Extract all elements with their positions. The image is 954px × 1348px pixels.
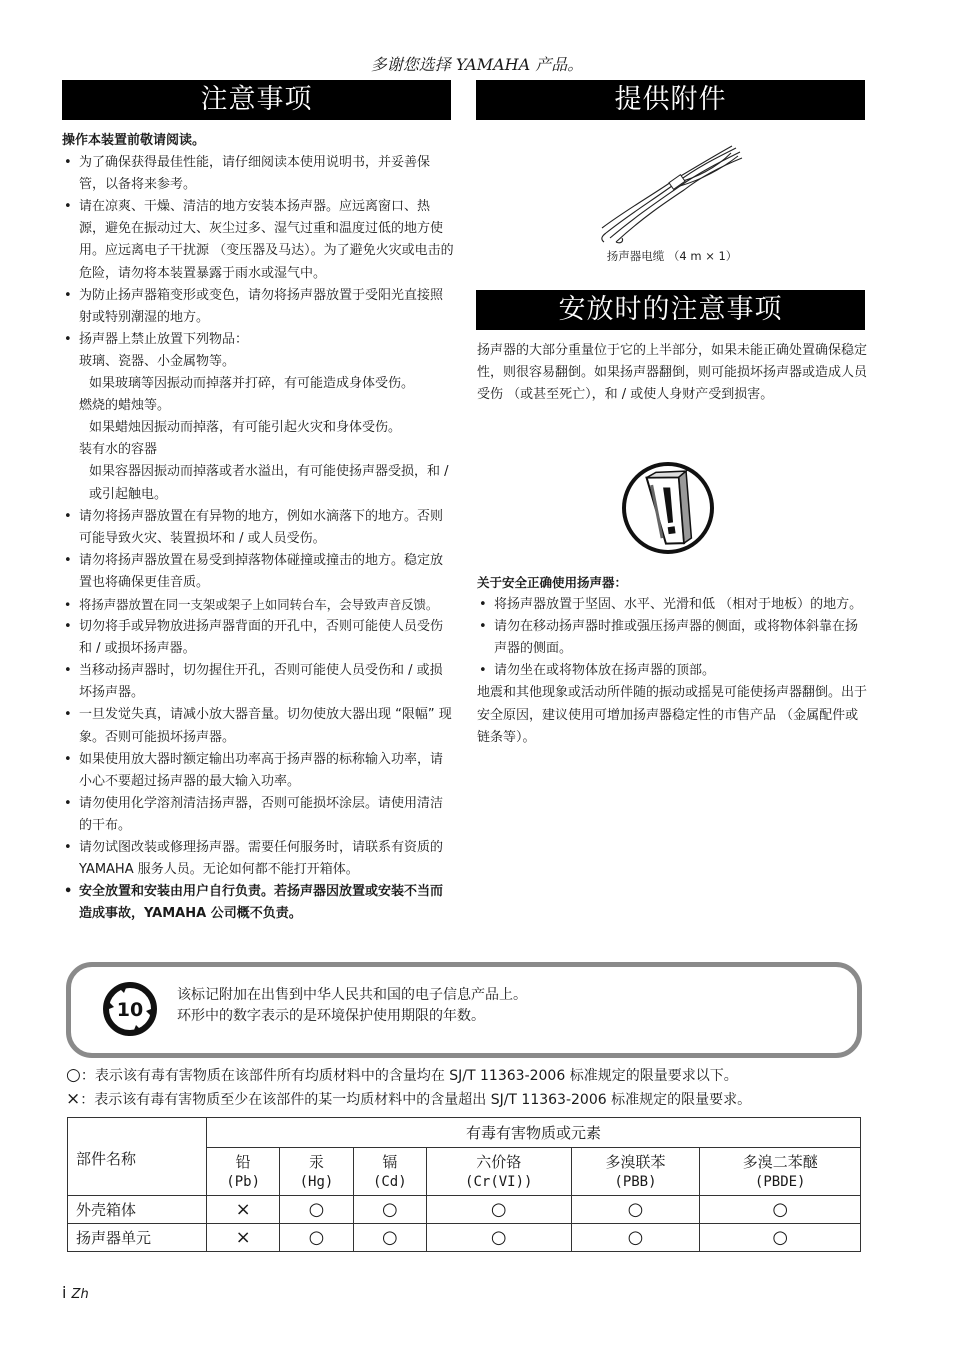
legend-circle-text: ：表示该有毒有害物质在该部件所有均质材料中的含量均在 SJ/T 11363-2006 标准规定的限量要求以下。 [80, 1068, 738, 1084]
substance-value-cell: ○ [571, 1196, 700, 1224]
placement-para1: 扬声器的大部分重量位于它的上半部分，如果未能正确处置确保稳定性，则很容易翻倒。如果扬声器翻倒，则可能损坏扬声器或造成人员受伤 （或甚至死亡），和 / 或使人身财产受到损害。 [477, 343, 868, 403]
substance-value-cell: ○ [700, 1224, 861, 1252]
hazardous-substances-table [67, 1117, 861, 1252]
substance-value-cell: ○ [426, 1224, 571, 1252]
substance-column-header [700, 1148, 861, 1196]
prohibited-item: 玻璃、瓷器、小金属物等。 [79, 353, 236, 369]
language-code: Zh [71, 1287, 89, 1302]
prohibited-item-note: 如果蜡烛因振动而掉落，有可能引起火灾和身体受伤。 [89, 420, 402, 436]
part-name-header: 部件名称 [68, 1118, 207, 1196]
list-item: • 为防止扬声器箱变形或变色，请勿将扬声器放置于受阳光直接照射或特别潮湿的地方。 [62, 285, 454, 329]
substance-value-cell: ○ [353, 1224, 426, 1252]
precautions-list [62, 152, 454, 925]
substance-column-header [426, 1148, 571, 1196]
substance-name: 汞 [308, 1152, 324, 1171]
table-row [68, 1224, 861, 1252]
list-item: • 为了确保获得最佳性能，请仔细阅读本使用说明书，并妥善保管，以备将来参考。 [62, 152, 454, 196]
page-footer [62, 1283, 89, 1302]
precautions-intro: 操作本装置前敬请阅读。 [62, 133, 206, 148]
table-body [68, 1196, 861, 1252]
substance-value-cell: ○ [700, 1196, 861, 1224]
substance-name: 铅 [235, 1152, 251, 1171]
precautions-section [62, 130, 454, 925]
list-item: • 将扬声器放置于坚固、水平、光滑和低 （相对于地板）的地方。 [477, 594, 867, 616]
legend-cross-text: ：表示该有毒有害物质至少在该部件的某一均质材料中的含量超出 SJ/T 11363-2006 标准规定的限量要求。 [80, 1092, 752, 1108]
prohibited-item: 装有水的容器 [79, 442, 158, 458]
substance-column-header [207, 1148, 280, 1196]
substances-group-header: 有毒有害物质或元素 [207, 1118, 861, 1148]
substance-name: 六价铬 [476, 1152, 522, 1171]
substance-value-cell: ○ [280, 1196, 353, 1224]
prohibited-items-head: • 扬声器上禁止放置下列物品： [79, 331, 249, 347]
substance-value-cell: ○ [426, 1196, 571, 1224]
substance-name: 多溴联苯 [605, 1152, 666, 1171]
substance-value-cell: ○ [280, 1224, 353, 1252]
table-row [68, 1196, 861, 1224]
prohibited-item-note: 如果玻璃等因振动而掉落并打碎，有可能造成身体受伤。 [89, 376, 415, 392]
part-name-cell: 扬声器单元 [68, 1224, 207, 1252]
legend-circle [66, 1064, 738, 1087]
list-item: • 请勿使用化学溶剂清洁扬声器，否则可能损坏涂层。请使用清洁的干布。 [62, 793, 454, 837]
rohs-line1: 该标记附加在出售到中华人民共和国的电子信息产品上。 [177, 987, 527, 1003]
list-item: • 请在凉爽、干燥、清洁的地方安装本扬声器。应远离窗口、热源，避免在振动过大、灰尘过多、湿气过重和温度过低的地方使用。应远离电子干扰源 （变压器及马达）。为了避免火灾或电击的危险，请勿将本装置暴露于雨水或湿气中。 [62, 196, 454, 284]
substance-symbol: (PBDE) [754, 1173, 806, 1190]
placement-title: 安放时的注意事项 [476, 290, 865, 330]
prohibited-item: 燃烧的蜡烛等。 [79, 398, 171, 414]
rohs-line2: 环形中的数字表示的是环境保护使用期限的年数。 [177, 1008, 485, 1024]
substance-value-cell: × [207, 1196, 280, 1224]
safety-list [477, 594, 867, 682]
part-name-cell: 外壳箱体 [68, 1196, 207, 1224]
list-item: • 如果使用放大器时额定输出功率高于扬声器的标称输入功率，请小心不要超过扬声器的最大输入功率。 [62, 749, 454, 793]
substance-name: 镉 [382, 1152, 398, 1171]
environmental-protection-logo [102, 981, 158, 1037]
accessories-title: 提供附件 [476, 80, 865, 120]
list-item [62, 329, 454, 506]
substance-column-header [571, 1148, 700, 1196]
substance-symbol: (PBB) [614, 1173, 657, 1190]
precautions-title: 注意事项 [62, 80, 451, 120]
safety-heading: 关于安全正确使用扬声器： [477, 575, 628, 590]
substance-value-cell: × [207, 1224, 280, 1252]
page-number: i [62, 1283, 67, 1302]
substance-symbol: (Pb) [226, 1173, 261, 1190]
prohibited-item-note: 如果容器因振动而掉落或者水溢出，有可能使扬声器受损，和 / 或引起触电。 [89, 464, 449, 502]
substance-name: 多溴二苯醚 [742, 1152, 818, 1171]
legend-cross [66, 1088, 751, 1111]
list-item: • 请勿坐在或将物体放在扬声器的顶部。 [477, 660, 867, 682]
substance-symbol: (Cd) [372, 1173, 407, 1190]
list-item: • 请勿试图改装或修理扬声器。需要任何服务时，请联系有资质的 YAMAHA 服务人员。无论如何都不能打开箱体。 [62, 837, 454, 881]
substance-value-cell: ○ [571, 1224, 700, 1252]
list-item: • 请勿在移动扬声器时推或强压扬声器的侧面，或将物体斜靠在扬声器的侧面。 [477, 616, 867, 660]
tip-over-warning-icon [621, 461, 715, 555]
cable-caption: 扬声器电缆 （4 m × 1） [606, 249, 738, 263]
placement-para2: 地震和其他现象或活动所伴随的振动或摇晃可能使扬声器翻倒。出于安全原因，建议使用可增加扬声器稳定性的市售产品 （金属配件或链条等）。 [477, 685, 868, 745]
speaker-cable-illustration [596, 138, 746, 248]
substance-symbol: (Cr(VI)) [465, 1173, 533, 1190]
list-item: • 将扬声器放置在同一支架或架子上如同转台车，会导致声音反馈。 [62, 594, 454, 616]
substance-value-cell: ○ [353, 1196, 426, 1224]
substance-column-header [280, 1148, 353, 1196]
cross-symbol: × [66, 1089, 81, 1109]
list-item: • 一旦发觉失真，请减小放大器音量。切勿使放大器出现 “限幅” 现象。否则可能损坏扬声器。 [62, 704, 454, 748]
safety-section [477, 572, 867, 749]
tagline: 多谢您选择 YAMAHA 产品。 [370, 55, 584, 74]
list-item: • 请勿将扬声器放置在有异物的地方，例如水滴落下的地方。否则可能导致火灾、装置损坏和 / 或人员受伤。 [62, 506, 454, 550]
list-item: • 当移动扬声器时，切勿握住开孔，否则可能使人员受伤和 / 或损坏扬声器。 [62, 660, 454, 704]
logo-number: 10 [116, 999, 144, 1021]
circle-symbol: ○ [66, 1065, 81, 1085]
list-item: • 切勿将手或异物放进扬声器背面的开孔中，否则可能使人员受伤和 / 或损坏扬声器。 [62, 616, 454, 660]
list-item: • 安全放置和安装由用户自行负责。若扬声器因放置或安装不当而造成事故，YAMAHA 公司概不负责。 [62, 881, 454, 925]
list-item: • 请勿将扬声器放置在易受到掉落物体碰撞或撞击的地方。稳定放置也将确保更佳音质。 [62, 550, 454, 594]
substance-column-header [353, 1148, 426, 1196]
substance-symbol: (Hg) [299, 1173, 334, 1190]
rohs-text [177, 985, 527, 1027]
